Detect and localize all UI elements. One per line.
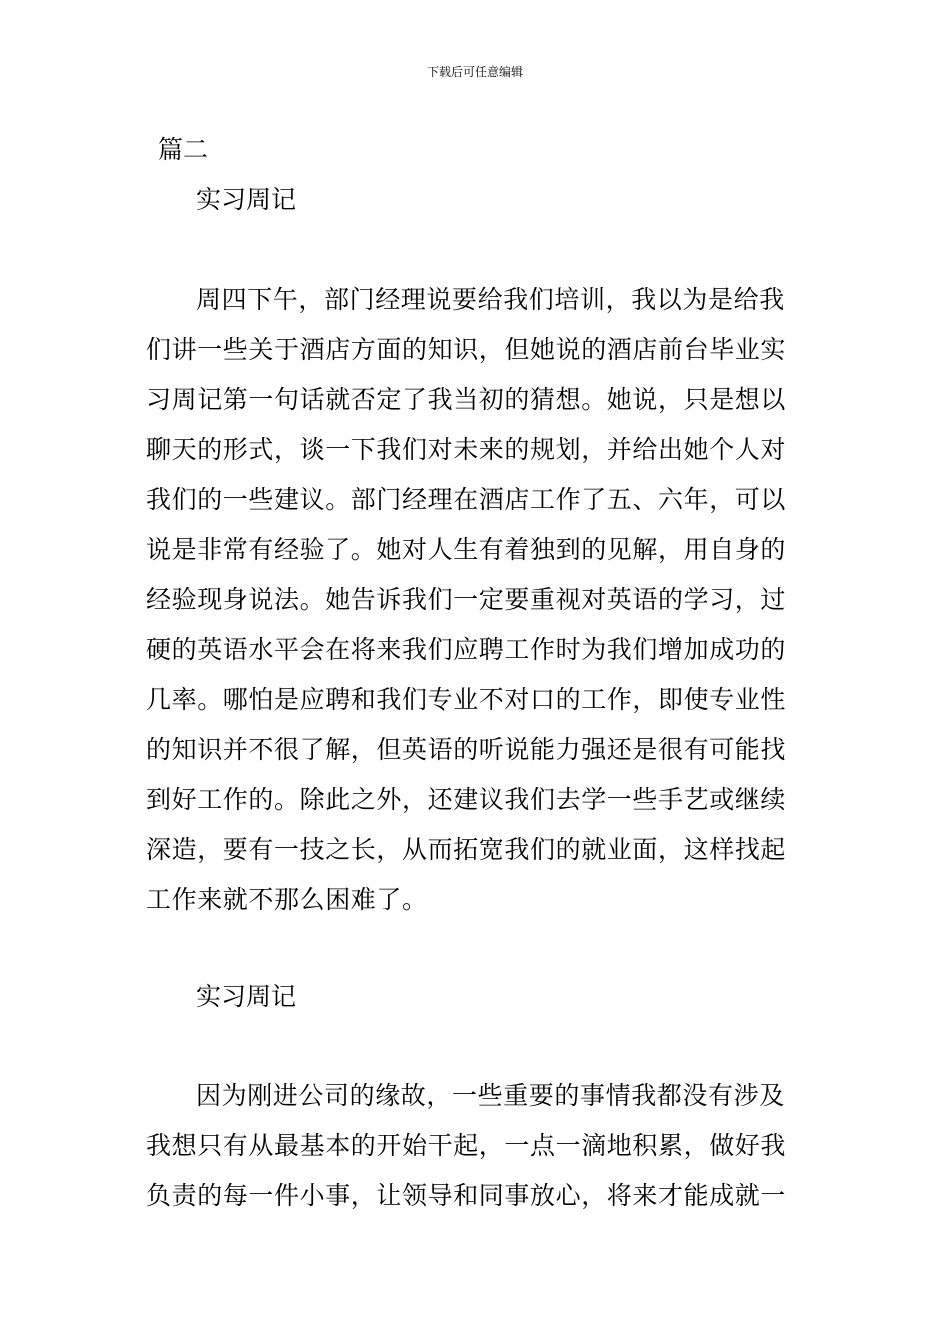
paragraph-line: 习周记第一句话就否定了我当初的猜想。她说，只是想以: [146, 385, 787, 414]
paragraph-line: 的知识并不很了解，但英语的听说能力强还是很有可能找: [146, 735, 787, 764]
header-note: 下载后可任意编辑: [426, 65, 523, 79]
paragraph-2: [146, 1077, 806, 1227]
paragraph-line: 几率。哪怕是应聘和我们专业不对口的工作，即使专业性: [146, 685, 787, 714]
paragraph-line: 聊天的形式，谈一下我们对未来的规划，并给出她个人对: [146, 435, 787, 464]
paragraph-line: 硬的英语水平会在将来我们应聘工作时为我们增加成功的: [146, 635, 787, 664]
paragraph-line: 到好工作的。除此之外，还建议我们去学一些手艺或继续: [146, 785, 787, 814]
paragraph-line: 因为刚进公司的缘故，一些重要的事情我都没有涉及: [196, 1081, 785, 1110]
paragraph-1: [146, 281, 806, 931]
paragraph-line: 工作来就不那么困难了。: [146, 885, 428, 914]
paragraph-line: 深造，要有一技之长，从而拓宽我们的就业面，这样找起: [146, 835, 787, 864]
section-title-2: 实习周记: [196, 982, 297, 1011]
paragraph-line: 周四下午，部门经理说要给我们培训，我以为是给我: [196, 285, 785, 314]
paragraph-line: 我想只有从最基本的开始干起，一点一滴地积累，做好我: [146, 1131, 787, 1160]
paragraph-line: 们讲一些关于酒店方面的知识，但她说的酒店前台毕业实: [146, 335, 787, 364]
paragraph-line: 说是非常有经验了。她对人生有着独到的见解，用自身的: [146, 535, 787, 564]
section-title-1: 实习周记: [196, 185, 297, 214]
section-label: 篇二: [158, 135, 209, 164]
paragraph-line: 负责的每一件小事，让领导和同事放心，将来才能成就一: [146, 1181, 787, 1210]
paragraph-line: 经验现身说法。她告诉我们一定要重视对英语的学习，过: [146, 585, 787, 614]
paragraph-line: 我们的一些建议。部门经理在酒店工作了五、六年，可以: [146, 485, 787, 514]
